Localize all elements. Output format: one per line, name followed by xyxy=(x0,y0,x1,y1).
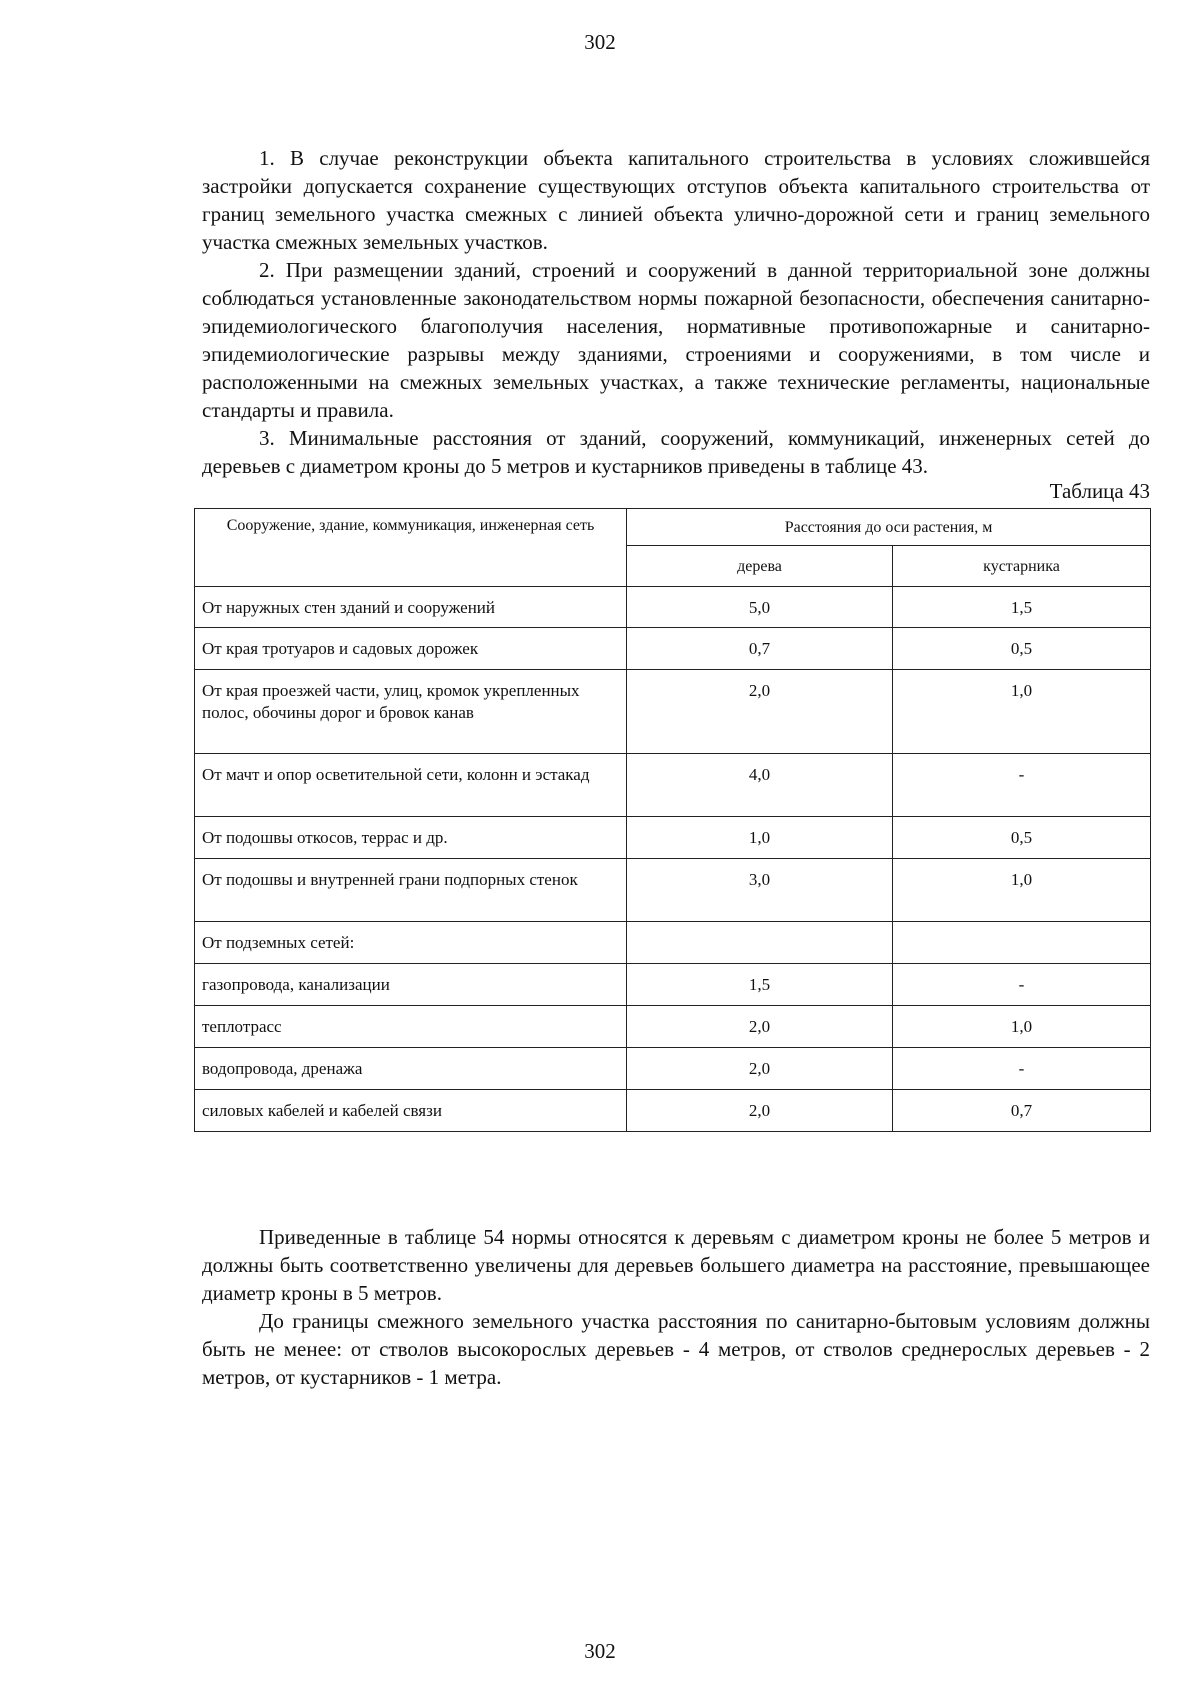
table-row xyxy=(195,922,1151,964)
header-distance: Расстояния до оси растения, м xyxy=(627,509,1151,546)
row-shrub-value: 1,5 xyxy=(893,587,1151,628)
table-row xyxy=(195,628,1151,670)
row-object: От наружных стен зданий и сооружений xyxy=(195,587,627,628)
row-tree-value: 1,5 xyxy=(627,964,893,1006)
paragraph: До границы смежного земельного участка расстояния по санитарно-бытовым условиям должны быть не менее: от стволов высокорослых деревьев - 4 метров, от стволов среднерослых деревьев - 2 метров, от кустарников - 1 метра. xyxy=(202,1309,1150,1389)
paragraph: 2. При размещении зданий, строений и сооружений в данной территориальной зоне должны соблюдаться установленные законодательством нормы пожарной безопасности, обеспечения санитарно-эпидемиологического благополучия населения, нормативные противопожарные и санитарно-эпидемиологические разрывы между зданиями, строениями и сооружениями, в том числе и расположенными на смежных земельных участках, а также технические регламенты, национальные стандарты и правила. xyxy=(202,258,1150,422)
paragraph: 1. В случае реконструкции объекта капитального строительства в условиях сложившейся застройки допускается сохранение существующих отступов объекта капитального строительства от границ земельного участка смежных с линией объекта улично-дорожной сети и границ земельного участка смежных земельных участков. xyxy=(202,146,1150,254)
row-object: От мачт и опор осветительной сети, колонн и эстакад xyxy=(195,754,627,817)
row-tree-value: 2,0 xyxy=(627,1048,893,1090)
row-shrub-value: 1,0 xyxy=(893,670,1151,754)
row-object: От подземных сетей: xyxy=(195,922,627,964)
row-shrub-value: 1,0 xyxy=(893,859,1151,922)
row-shrub-value xyxy=(893,922,1151,964)
row-object: силовых кабелей и кабелей связи xyxy=(195,1090,627,1132)
table-row xyxy=(195,754,1151,817)
row-tree-value: 4,0 xyxy=(627,754,893,817)
row-object: От края тротуаров и садовых дорожек xyxy=(195,628,627,670)
page-number-top: 302 xyxy=(584,30,616,54)
table-row xyxy=(195,1006,1151,1048)
table-row xyxy=(195,817,1151,859)
distance-norms-table xyxy=(194,508,1151,1132)
row-object: теплотрасс xyxy=(195,1006,627,1048)
row-shrub-value: 0,7 xyxy=(893,1090,1151,1132)
row-tree-value: 3,0 xyxy=(627,859,893,922)
table-caption: Таблица 43 xyxy=(1049,479,1150,503)
page-number-bottom: 302 xyxy=(584,1639,616,1663)
row-object: водопровода, дренажа xyxy=(195,1048,627,1090)
row-shrub-value: 1,0 xyxy=(893,1006,1151,1048)
table-row xyxy=(195,1090,1151,1132)
row-object: От подошвы и внутренней грани подпорных стенок xyxy=(195,859,627,922)
row-object: От подошвы откосов, террас и др. xyxy=(195,817,627,859)
row-tree-value xyxy=(627,922,893,964)
row-tree-value: 2,0 xyxy=(627,1006,893,1048)
outro-text xyxy=(202,1223,1150,1391)
header-tree: дерева xyxy=(627,546,893,587)
row-tree-value: 1,0 xyxy=(627,817,893,859)
header-shrub: кустарника xyxy=(893,546,1151,587)
table-row xyxy=(195,670,1151,754)
row-shrub-value: - xyxy=(893,964,1151,1006)
table-row xyxy=(195,859,1151,922)
row-tree-value: 2,0 xyxy=(627,1090,893,1132)
row-object: От края проезжей части, улиц, кромок укрепленных полос, обочины дорог и бровок канав xyxy=(195,670,627,754)
paragraph: 3. Минимальные расстояния от зданий, сооружений, коммуникаций, инженерных сетей до деревьев с диаметром кроны до 5 метров и кустарников приведены в таблице 43. xyxy=(202,426,1150,478)
row-tree-value: 2,0 xyxy=(627,670,893,754)
row-tree-value: 5,0 xyxy=(627,587,893,628)
table-row xyxy=(195,587,1151,628)
row-shrub-value: - xyxy=(893,1048,1151,1090)
row-shrub-value: - xyxy=(893,754,1151,817)
paragraph: Приведенные в таблице 54 нормы относятся к деревьям с диаметром кроны не более 5 метров и должны быть соответственно увеличены для деревьев большего диаметра на расстояние, превышающее диаметр кроны в 5 метров. xyxy=(202,1225,1150,1305)
row-object: газопровода, канализации xyxy=(195,964,627,1006)
row-shrub-value: 0,5 xyxy=(893,817,1151,859)
table-row xyxy=(195,1048,1151,1090)
intro-text xyxy=(202,144,1150,480)
row-tree-value: 0,7 xyxy=(627,628,893,670)
row-shrub-value: 0,5 xyxy=(893,628,1151,670)
table-row xyxy=(195,964,1151,1006)
header-object: Сооружение, здание, коммуникация, инженерная сеть xyxy=(195,509,627,587)
